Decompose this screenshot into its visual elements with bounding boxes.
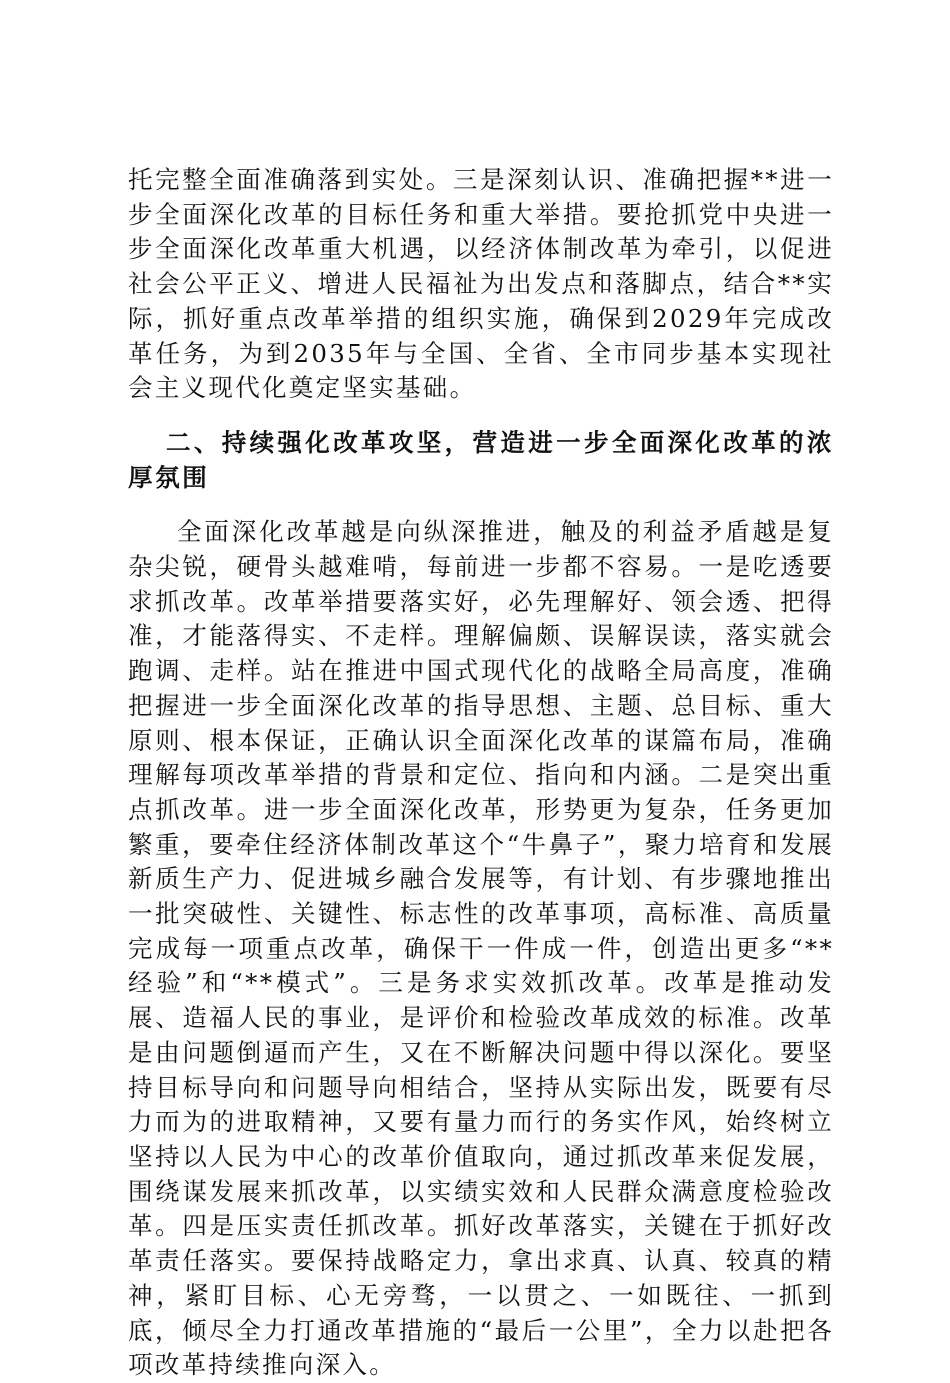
body-paragraph-continuation: 托完整全面准确落到实处。三是深刻认识、准确把握**进一步全面深化改革的目标任务和重大举措。要抢抓党中央进一步全面深化改革重大机遇，以经济体制改革为牵引，以促进社会公平正义、增进人民福祉为出发点和落脚点，结合**实际，抓好重点改革举措的组织实施，确保到2029年完成改革任务，为到2035年与全国、全省、全市同步基本实现社会主义现代化奠定坚实基础。 (128, 165, 834, 403)
section-heading-2: 二、持续强化改革攻坚，营造进一步全面深化改革的浓厚氛围 (128, 427, 834, 492)
body-paragraph-section-2: 全面深化改革越是向纵深推进，触及的利益矛盾越是复杂尖锐，硬骨头越难啃，每前进一步都不容易。一是吃透要求抓改革。改革举措要落实好，必先理解好、领会透、把得准，才能落得实、不走样。理解偏颇、误解误读，落实就会跑调、走样。站在推进中国式现代化的战略全局高度，准确把握进一步全面深化改革的指导思想、主题、总目标、重大原则、根本保证，正确认识全面深化改革的谋篇布局，准确理解每项改革举措的背景和定位、指向和内涵。二是突出重点抓改革。进一步全面深化改革，形势更为复杂，任务更加繁重，要牵住经济体制改革这个“牛鼻子”，聚力培育和发展新质生产力、促进城乡融合发展等，有计划、有步骤地推出一批突破性、关键性、标志性的改革事项，高标准、高质量完成每一项重点改革，确保干一件成一件，创造出更多“**经验”和“**模式”。三是务求实效抓改革。改革是推动发展、造福人民的事业，是评价和检验改革成效的标准。改革是由问题倒逼而产生，又在不断解决问题中得以深化。要坚持目标导向和问题导向相结合，坚持从实际出发，既要有尽力而为的进取精神，又要有量力而行的务实作风，始终树立坚持以人民为中心的改革价值取向，通过抓改革来促发展，围绕谋发展来抓改革，以实绩实效和人民群众满意度检验改革。四是压实责任抓改革。抓好改革落实，关键在于抓好改革责任落实。要保持战略定力，拿出求真、认真、较真的精神，紧盯目标、心无旁骛，一以贯之、一如既往、一抓到底，倾尽全力打通改革措施的“最后一公里”，全力以赴把各项改革持续推向深入。 (128, 517, 834, 1380)
document-body (128, 163, 834, 1383)
